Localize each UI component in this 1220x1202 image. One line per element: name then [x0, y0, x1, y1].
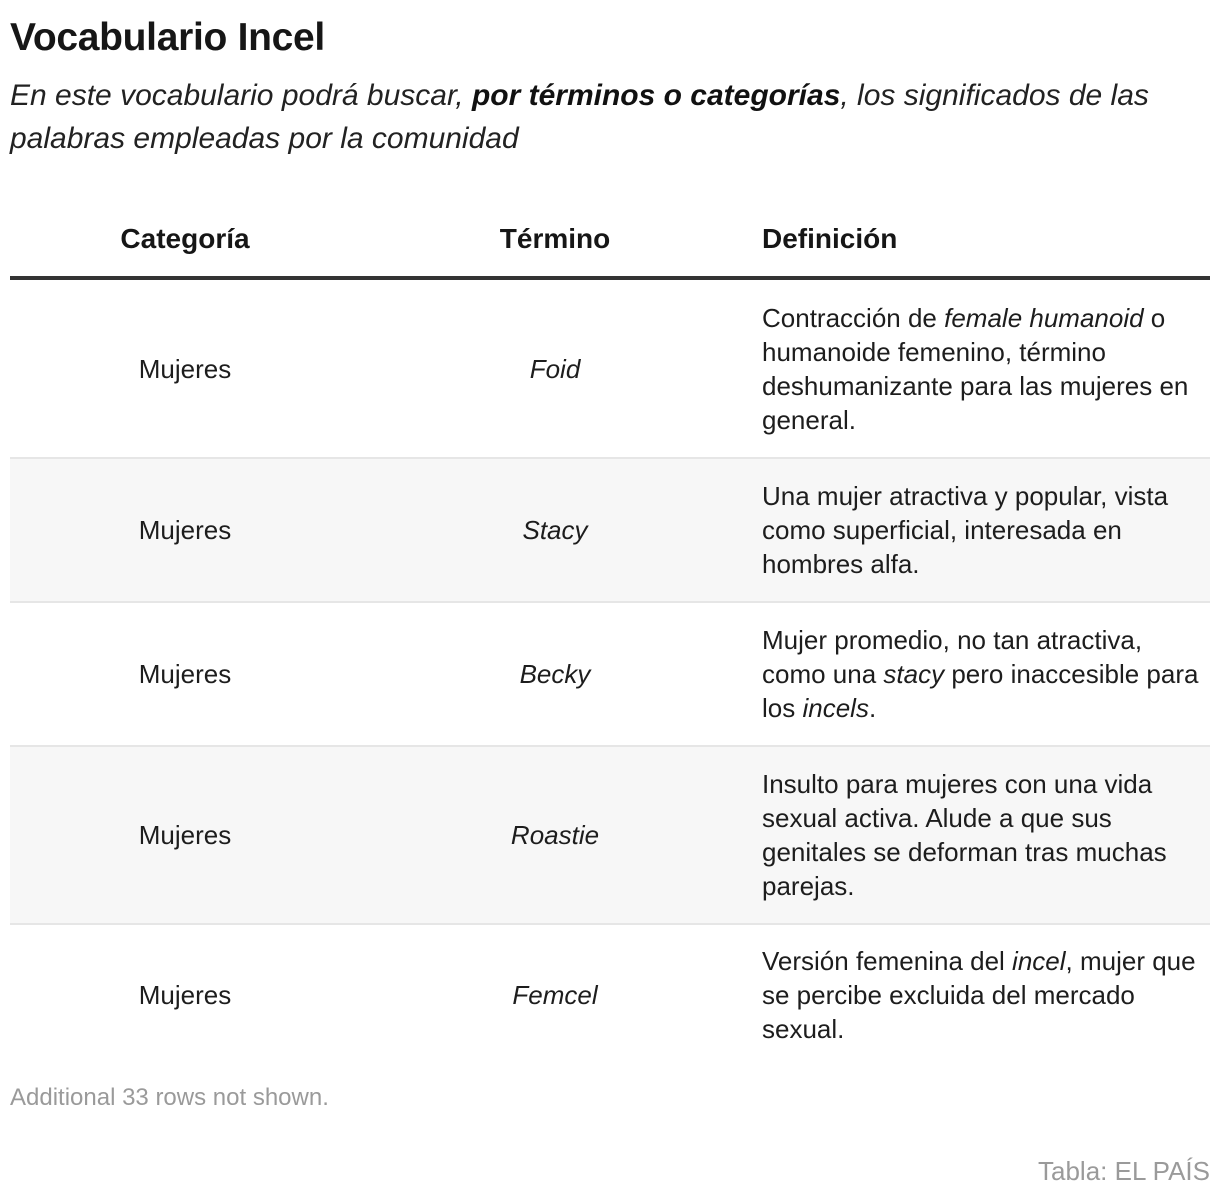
definition-text: .	[868, 693, 877, 723]
column-header-term[interactable]: Término	[499, 223, 611, 254]
table-row	[10, 459, 1210, 603]
definition-term-italic: stacy	[883, 659, 945, 689]
definition-cell	[762, 623, 1202, 725]
table-body	[10, 280, 1210, 1065]
term-cell: Becky	[519, 659, 591, 689]
subtitle	[10, 74, 1205, 160]
definition-term-italic: female humanoid	[944, 302, 1144, 333]
category-cell: Mujeres	[138, 980, 232, 1010]
definition-cell	[762, 479, 1202, 581]
column-header-definition[interactable]: Definición	[762, 223, 898, 254]
table-row	[10, 747, 1210, 925]
term-cell: Stacy	[522, 515, 588, 545]
definition-text: , mujer que se percibe excluida del mercado sexual.	[762, 946, 1196, 1044]
definition-cell	[762, 767, 1202, 903]
definition-text: Insulto para mujeres con una vida sexual activa. Alude a que sus genitales se deforman tras muchas parejas.	[762, 769, 1167, 901]
definition-text: Versión femenina del	[762, 946, 1013, 976]
term-cell: Femcel	[512, 980, 598, 1010]
rows-not-shown-note: Additional 33 rows not shown.	[10, 1084, 329, 1111]
table-row	[10, 280, 1210, 459]
category-cell: Mujeres	[138, 515, 232, 545]
definition-text: pero inaccesible para los	[762, 659, 1199, 723]
term-cell: Roastie	[510, 820, 600, 850]
definition-term-italic: incels	[802, 693, 869, 723]
term-cell: Foid	[529, 353, 581, 384]
subtitle-emphasis: por términos o categorías	[471, 79, 841, 112]
definition-cell	[762, 944, 1202, 1046]
category-cell: Mujeres	[138, 820, 232, 850]
definition-cell	[762, 301, 1202, 437]
table-header	[10, 200, 1210, 280]
table-row	[10, 603, 1210, 747]
category-cell: Mujeres	[138, 353, 232, 384]
definition-text: Mujer promedio, no tan atractiva, como una	[762, 625, 1143, 689]
source-credit: Tabla: EL PAÍS	[1038, 1156, 1210, 1186]
definition-term-italic: incel	[1012, 946, 1066, 976]
column-header-category[interactable]: Categoría	[120, 223, 250, 254]
subtitle-text: En este vocabulario podrá buscar,	[10, 79, 472, 112]
category-cell: Mujeres	[138, 659, 232, 689]
subtitle-text-end: , los significados de las palabras empleadas por la comunidad	[10, 79, 1149, 155]
definition-text: Una mujer atractiva y popular, vista como superficial, interesada en hombres alfa.	[762, 481, 1169, 579]
definition-text: Contracción de	[762, 302, 945, 333]
vocabulary-table	[10, 200, 1210, 1065]
definition-text: o humanoide femenino, término deshumanizante para las mujeres en general.	[762, 302, 1189, 435]
page-title: Vocabulario Incel	[10, 16, 325, 59]
table-row	[10, 925, 1210, 1065]
